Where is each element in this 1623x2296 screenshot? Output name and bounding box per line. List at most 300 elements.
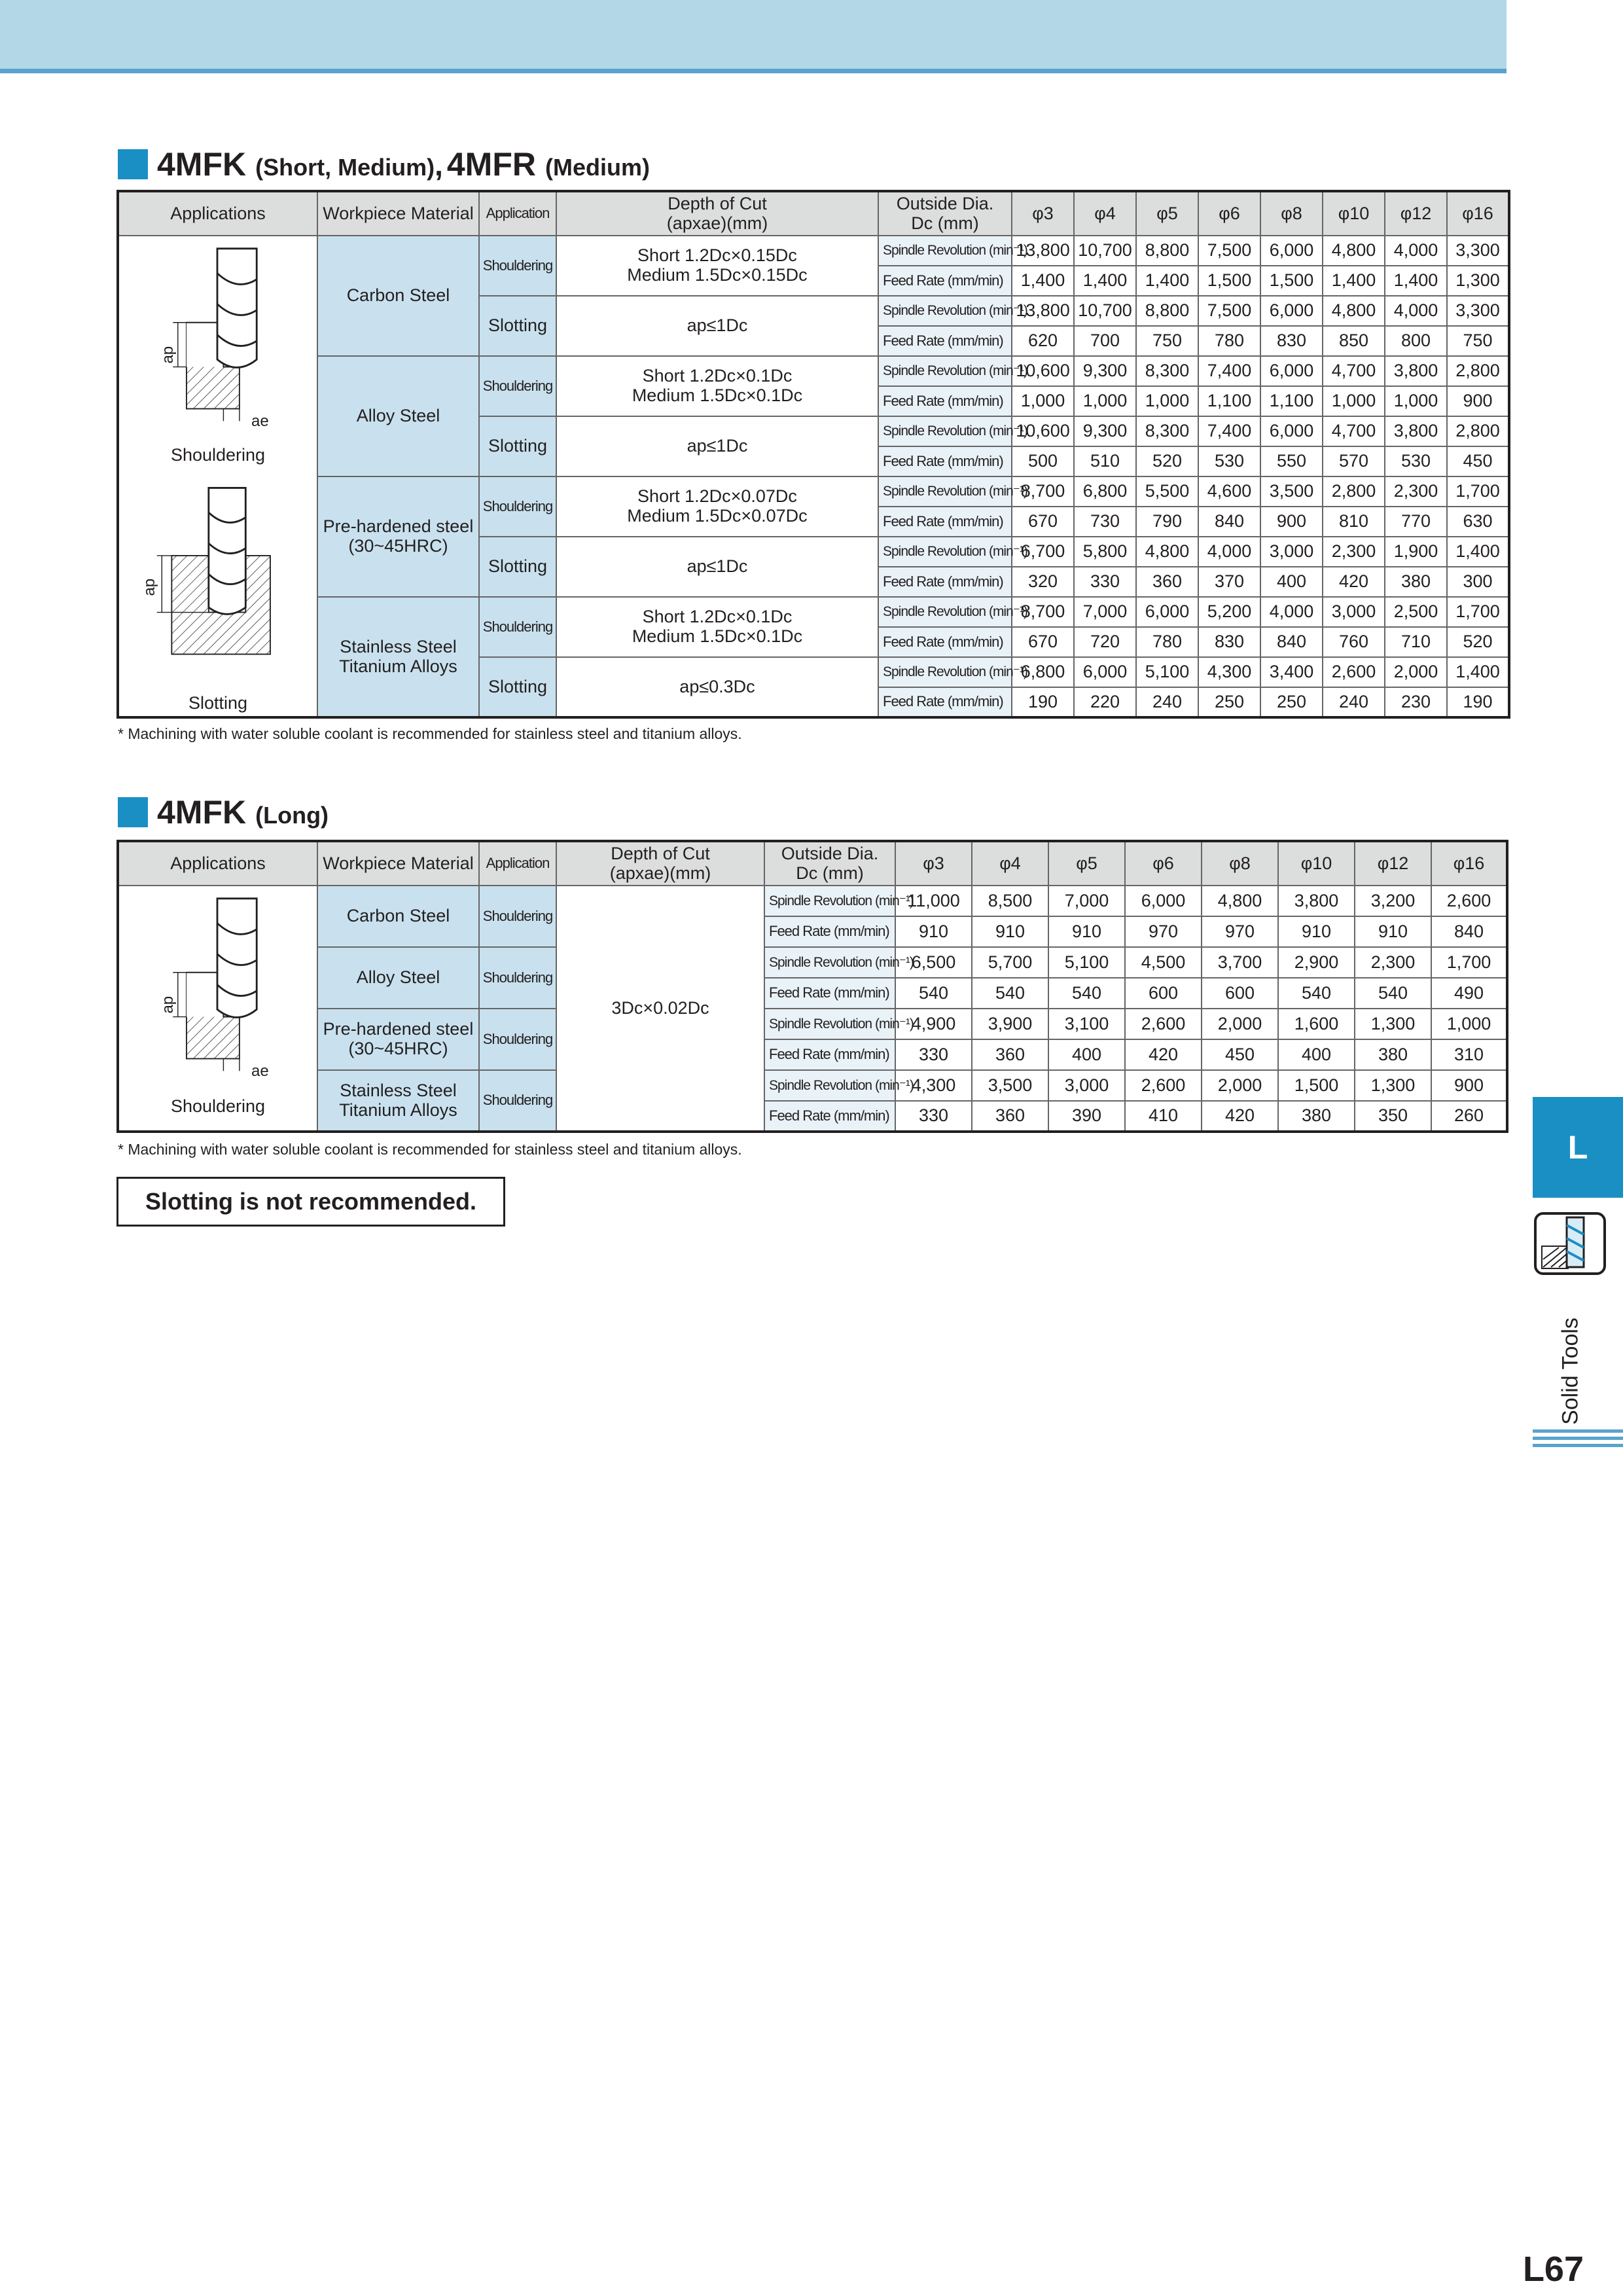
spindle-value-cell: 2,300	[1323, 537, 1385, 567]
spindle-value-cell: 4,000	[1385, 296, 1447, 326]
model-long-name: 4MFK	[157, 794, 247, 831]
header-workpiece: Workpiece Material	[317, 841, 479, 886]
spindle-value-cell: 2,500	[1385, 597, 1447, 627]
spindle-value-cell: 8,300	[1136, 356, 1198, 386]
feed-value-cell: 670	[1012, 507, 1074, 537]
spindle-value-cell: 4,000	[1385, 236, 1447, 266]
feed-value-cell: 670	[1012, 627, 1074, 657]
feed-value-cell: 540	[1355, 978, 1431, 1009]
spindle-value-cell: 5,200	[1198, 597, 1260, 627]
feed-value-cell: 1,400	[1012, 266, 1074, 296]
feed-value-cell: 330	[895, 1101, 972, 1132]
header-workpiece: Workpiece Material	[317, 191, 479, 236]
feed-value-cell: 500	[1012, 446, 1074, 476]
workpiece-material-cell	[317, 886, 479, 947]
fig-label-ap: ap	[159, 346, 177, 364]
spindle-revolution-label: Spindle Revolution (min⁻¹)	[878, 416, 1012, 446]
depth-of-cut-cell	[556, 597, 878, 657]
feed-value-cell: 400	[1278, 1039, 1355, 1070]
header-dia-line1: Outside Dia.	[781, 843, 879, 863]
depth-of-cut-cell	[556, 296, 878, 356]
feed-value-cell: 390	[1048, 1101, 1125, 1132]
feed-value-cell: 630	[1447, 507, 1509, 537]
feed-value-cell: 1,000	[1385, 386, 1447, 416]
side-section-label	[1525, 1306, 1616, 1437]
model2-desc: (Medium)	[544, 154, 650, 181]
spindle-value-cell: 4,500	[1125, 947, 1202, 978]
header-d5: φ10	[1278, 841, 1355, 886]
header-d0: φ3	[1012, 191, 1074, 236]
header-dia-line1: Outside Dia.	[896, 193, 994, 213]
feed-value-cell: 910	[972, 916, 1048, 947]
feed-rate-label: Feed Rate (mm/min)	[878, 567, 1012, 597]
feed-value-cell: 1,000	[1012, 386, 1074, 416]
spindle-revolution-label: Spindle Revolution (min⁻¹)	[764, 886, 895, 916]
feed-value-cell: 840	[1431, 916, 1507, 947]
section2-title	[118, 793, 329, 831]
feed-value-cell: 540	[972, 978, 1048, 1009]
feed-value-cell: 1,500	[1198, 266, 1260, 296]
spindle-revolution-label: Spindle Revolution (min⁻¹)	[878, 356, 1012, 386]
application-cell: Shouldering	[479, 597, 556, 657]
header-dia	[764, 841, 895, 886]
spindle-value-cell: 8,700	[1012, 597, 1074, 627]
feed-value-cell: 360	[1136, 567, 1198, 597]
feed-value-cell: 970	[1125, 916, 1202, 947]
workpiece-name-line1: Stainless Steel	[340, 1080, 457, 1100]
header-depth	[556, 191, 878, 236]
spindle-revolution-label: Spindle Revolution (min⁻¹)	[764, 947, 895, 978]
section1-title	[118, 145, 650, 183]
application-cell: Shouldering	[479, 476, 556, 537]
feed-value-cell: 810	[1323, 507, 1385, 537]
feed-rate-label: Feed Rate (mm/min)	[764, 1101, 895, 1132]
workpiece-material-cell	[317, 356, 479, 476]
header-application: Application	[479, 191, 556, 236]
feed-value-cell: 360	[972, 1039, 1048, 1070]
spindle-value-cell: 1,700	[1447, 476, 1509, 507]
spindle-value-cell: 3,900	[972, 1009, 1048, 1039]
feed-rate-label: Feed Rate (mm/min)	[878, 507, 1012, 537]
applications-figure-cell	[118, 236, 317, 717]
feed-rate-label: Feed Rate (mm/min)	[878, 266, 1012, 296]
table-row	[118, 476, 1509, 507]
header-d3: φ6	[1125, 841, 1202, 886]
spindle-value-cell: 4,800	[1202, 886, 1278, 916]
feed-value-cell: 1,400	[1385, 266, 1447, 296]
spindle-value-cell: 3,000	[1323, 597, 1385, 627]
spindle-value-cell: 3,300	[1447, 236, 1509, 266]
feed-value-cell: 450	[1202, 1039, 1278, 1070]
application-cell: Shouldering	[479, 1009, 556, 1070]
depth-line2: Medium 1.5Dc×0.1Dc	[632, 386, 803, 405]
workpiece-material-cell	[317, 476, 479, 597]
feed-value-cell: 310	[1431, 1039, 1507, 1070]
header-d7: φ16	[1431, 841, 1507, 886]
header-application: Application	[479, 841, 556, 886]
header-d2: φ5	[1136, 191, 1198, 236]
cutting-conditions-table-long	[116, 840, 1508, 1133]
depth-of-cut-cell	[556, 236, 878, 296]
spindle-revolution-label: Spindle Revolution (min⁻¹)	[878, 597, 1012, 627]
spindle-value-cell: 11,000	[895, 886, 972, 916]
fig-label-ae: ae	[251, 412, 269, 430]
spindle-value-cell: 6,000	[1074, 657, 1136, 687]
spindle-value-cell: 4,700	[1323, 356, 1385, 386]
header-depth-line1: Depth of Cut	[611, 843, 710, 863]
spindle-value-cell: 7,000	[1048, 886, 1125, 916]
fig-label-ae: ae	[251, 1062, 269, 1080]
fig-label-ap: ap	[159, 996, 177, 1014]
header-d6: φ12	[1385, 191, 1447, 236]
feed-value-cell: 250	[1198, 687, 1260, 717]
shouldering-figure	[119, 236, 317, 478]
header-depth-line2: (apxae)(mm)	[609, 863, 711, 883]
feed-value-cell: 710	[1385, 627, 1447, 657]
feed-value-cell: 600	[1125, 978, 1202, 1009]
header-d2: φ5	[1048, 841, 1125, 886]
feed-value-cell: 840	[1260, 627, 1323, 657]
spindle-value-cell: 6,000	[1260, 236, 1323, 266]
application-cell: Shouldering	[479, 356, 556, 416]
feed-value-cell: 1,300	[1447, 266, 1509, 296]
spindle-value-cell: 3,400	[1260, 657, 1323, 687]
feed-value-cell: 910	[1048, 916, 1125, 947]
feed-rate-label: Feed Rate (mm/min)	[878, 386, 1012, 416]
spindle-value-cell: 3,500	[972, 1070, 1048, 1101]
feed-value-cell: 550	[1260, 446, 1323, 476]
feed-value-cell: 450	[1447, 446, 1509, 476]
depth-line1: Short 1.2Dc×0.1Dc	[642, 366, 793, 386]
spindle-value-cell: 3,000	[1260, 537, 1323, 567]
workpiece-name-line1: Alloy Steel	[356, 967, 440, 988]
spindle-value-cell: 4,700	[1323, 416, 1385, 446]
depth-of-cut-cell	[556, 537, 878, 597]
side-label-text: Solid Tools	[1558, 1318, 1583, 1425]
feed-value-cell: 400	[1260, 567, 1323, 597]
header-d0: φ3	[895, 841, 972, 886]
feed-value-cell: 780	[1198, 326, 1260, 356]
feed-value-cell: 760	[1323, 627, 1385, 657]
feed-value-cell: 520	[1447, 627, 1509, 657]
feed-value-cell: 770	[1385, 507, 1447, 537]
spindle-value-cell: 2,800	[1447, 416, 1509, 446]
spindle-value-cell: 13,800	[1012, 236, 1074, 266]
spindle-value-cell: 4,800	[1323, 236, 1385, 266]
header-d5: φ10	[1323, 191, 1385, 236]
feed-value-cell: 510	[1074, 446, 1136, 476]
feed-value-cell: 700	[1074, 326, 1136, 356]
spindle-revolution-label: Spindle Revolution (min⁻¹)	[878, 657, 1012, 687]
spindle-value-cell: 7,400	[1198, 356, 1260, 386]
feed-value-cell: 1,100	[1260, 386, 1323, 416]
spindle-value-cell: 2,000	[1385, 657, 1447, 687]
spindle-value-cell: 6,500	[895, 947, 972, 978]
feed-value-cell: 380	[1355, 1039, 1431, 1070]
application-cell: Slotting	[479, 416, 556, 476]
feed-value-cell: 360	[972, 1101, 1048, 1132]
spindle-value-cell: 1,300	[1355, 1009, 1431, 1039]
workpiece-material-cell	[317, 597, 479, 717]
feed-value-cell: 750	[1447, 326, 1509, 356]
spindle-value-cell: 1,700	[1447, 597, 1509, 627]
depth-of-cut-cell	[556, 476, 878, 537]
feed-value-cell: 350	[1355, 1101, 1431, 1132]
spindle-value-cell: 4,900	[895, 1009, 972, 1039]
depth-of-cut-cell	[556, 657, 878, 717]
workpiece-name-line2: (30~45HRC)	[348, 536, 448, 556]
workpiece-material-cell	[317, 1070, 479, 1132]
feed-value-cell: 320	[1012, 567, 1074, 597]
feed-value-cell: 600	[1202, 978, 1278, 1009]
depth-line1: ap≤1Dc	[687, 436, 748, 456]
feed-value-cell: 230	[1385, 687, 1447, 717]
depth-of-cut-cell	[556, 356, 878, 416]
model2-name: 4MFR	[446, 146, 536, 183]
coolant-note-2: * Machining with water soluble coolant is recommended for stainless steel and titanium alloys.	[118, 1141, 742, 1158]
feed-value-cell: 420	[1323, 567, 1385, 597]
table-row	[118, 1070, 1507, 1101]
spindle-value-cell: 2,000	[1202, 1009, 1278, 1039]
feed-rate-label: Feed Rate (mm/min)	[878, 627, 1012, 657]
feed-value-cell: 790	[1136, 507, 1198, 537]
feed-value-cell: 830	[1198, 627, 1260, 657]
spindle-value-cell: 2,300	[1355, 947, 1431, 978]
feed-rate-label: Feed Rate (mm/min)	[764, 916, 895, 947]
table-row	[118, 886, 1507, 916]
header-depth	[556, 841, 764, 886]
spindle-value-cell: 2,600	[1125, 1009, 1202, 1039]
depth-of-cut-cell: 3Dc×0.02Dc	[556, 886, 764, 1132]
spindle-value-cell: 5,500	[1136, 476, 1198, 507]
feed-value-cell: 750	[1136, 326, 1198, 356]
feed-value-cell: 330	[1074, 567, 1136, 597]
spindle-value-cell: 3,500	[1260, 476, 1323, 507]
depth-line1: Short 1.2Dc×0.07Dc	[637, 486, 797, 507]
workpiece-name-line1: Carbon Steel	[346, 906, 450, 926]
header-applications: Applications	[118, 191, 317, 236]
spindle-value-cell: 7,500	[1198, 296, 1260, 326]
depth-of-cut-cell	[556, 416, 878, 476]
spindle-value-cell: 7,000	[1074, 597, 1136, 627]
spindle-value-cell: 5,800	[1074, 537, 1136, 567]
table-row	[118, 356, 1509, 386]
application-cell: Shouldering	[479, 886, 556, 947]
feed-value-cell: 240	[1136, 687, 1198, 717]
spindle-value-cell: 10,600	[1012, 356, 1074, 386]
feed-value-cell: 250	[1260, 687, 1323, 717]
header-d6: φ12	[1355, 841, 1431, 886]
table-row	[118, 947, 1507, 978]
feed-value-cell: 720	[1074, 627, 1136, 657]
spindle-value-cell: 4,600	[1198, 476, 1260, 507]
header-d4: φ8	[1202, 841, 1278, 886]
feed-value-cell: 520	[1136, 446, 1198, 476]
spindle-value-cell: 2,600	[1431, 886, 1507, 916]
figure-caption-slotting: Slotting	[188, 693, 248, 713]
feed-rate-label: Feed Rate (mm/min)	[878, 326, 1012, 356]
feed-value-cell: 1,000	[1323, 386, 1385, 416]
feed-value-cell: 410	[1125, 1101, 1202, 1132]
spindle-revolution-label: Spindle Revolution (min⁻¹)	[764, 1009, 895, 1039]
feed-value-cell: 910	[895, 916, 972, 947]
application-cell: Slotting	[479, 657, 556, 717]
feed-rate-label: Feed Rate (mm/min)	[764, 1039, 895, 1070]
spindle-value-cell: 5,100	[1136, 657, 1198, 687]
feed-value-cell: 1,000	[1074, 386, 1136, 416]
spindle-value-cell: 4,300	[895, 1070, 972, 1101]
spindle-revolution-label: Spindle Revolution (min⁻¹)	[878, 476, 1012, 507]
spindle-value-cell: 7,500	[1198, 236, 1260, 266]
spindle-value-cell: 10,700	[1074, 296, 1136, 326]
feed-value-cell: 260	[1431, 1101, 1507, 1132]
header-d4: φ8	[1260, 191, 1323, 236]
shouldering-diagram	[119, 236, 315, 446]
feed-value-cell: 620	[1012, 326, 1074, 356]
feed-value-cell: 730	[1074, 507, 1136, 537]
workpiece-name-line1: Stainless Steel	[340, 636, 457, 656]
feed-value-cell: 370	[1198, 567, 1260, 597]
model-long-desc: (Long)	[255, 802, 329, 829]
page-number: L67	[1522, 2250, 1584, 2289]
feed-value-cell: 1,500	[1260, 266, 1323, 296]
feed-value-cell: 300	[1447, 567, 1509, 597]
header-d7: φ16	[1447, 191, 1509, 236]
workpiece-name-line1: Pre-hardened steel	[323, 1019, 474, 1039]
spindle-value-cell: 3,800	[1385, 356, 1447, 386]
spindle-revolution-label: Spindle Revolution (min⁻¹)	[764, 1070, 895, 1101]
spindle-revolution-label: Spindle Revolution (min⁻¹)	[878, 537, 1012, 567]
depth-line2: Medium 1.5Dc×0.1Dc	[632, 626, 803, 646]
application-cell: Slotting	[479, 537, 556, 597]
spindle-value-cell: 9,300	[1074, 356, 1136, 386]
spindle-value-cell: 10,700	[1074, 236, 1136, 266]
application-cell: Shouldering	[479, 236, 556, 296]
spindle-value-cell: 8,500	[972, 886, 1048, 916]
spindle-value-cell: 1,600	[1278, 1009, 1355, 1039]
spindle-value-cell: 1,400	[1447, 657, 1509, 687]
feed-value-cell: 1,400	[1323, 266, 1385, 296]
spindle-value-cell: 2,000	[1202, 1070, 1278, 1101]
header-d1: φ4	[972, 841, 1048, 886]
application-cell: Shouldering	[479, 1070, 556, 1132]
workpiece-name-line1: Pre-hardened steel	[323, 516, 474, 537]
spindle-value-cell: 3,800	[1385, 416, 1447, 446]
header-dia-line2: Dc (mm)	[796, 863, 864, 883]
section-square-icon	[118, 797, 148, 827]
spindle-value-cell: 4,300	[1198, 657, 1260, 687]
spindle-value-cell: 13,800	[1012, 296, 1074, 326]
spindle-value-cell: 8,800	[1136, 296, 1198, 326]
spindle-revolution-label: Spindle Revolution (min⁻¹)	[878, 296, 1012, 326]
spindle-value-cell: 1,700	[1431, 947, 1507, 978]
spindle-value-cell: 6,000	[1260, 296, 1323, 326]
spindle-value-cell: 1,400	[1447, 537, 1509, 567]
table-row	[118, 236, 1509, 266]
depth-line1: ap≤1Dc	[687, 556, 748, 577]
feed-value-cell: 900	[1260, 507, 1323, 537]
spindle-value-cell: 6,700	[1012, 537, 1074, 567]
spindle-value-cell: 6,000	[1260, 356, 1323, 386]
header-d1: φ4	[1074, 191, 1136, 236]
feed-value-cell: 1,400	[1136, 266, 1198, 296]
feed-value-cell: 540	[1048, 978, 1125, 1009]
workpiece-name-line2: Titanium Alloys	[339, 656, 457, 676]
figure-caption-shouldering: Shouldering	[170, 1096, 266, 1116]
application-cell: Shouldering	[479, 947, 556, 1009]
spindle-value-cell: 5,100	[1048, 947, 1125, 978]
spindle-value-cell: 3,100	[1048, 1009, 1125, 1039]
slotting-figure	[119, 482, 317, 724]
header-d3: φ6	[1198, 191, 1260, 236]
model1-name: 4MFK	[157, 146, 247, 183]
feed-rate-label: Feed Rate (mm/min)	[764, 978, 895, 1009]
feed-value-cell: 1,400	[1074, 266, 1136, 296]
spindle-value-cell: 6,000	[1136, 597, 1198, 627]
feed-value-cell: 380	[1278, 1101, 1355, 1132]
workpiece-name-line1: Carbon Steel	[346, 285, 450, 306]
workpiece-name-line2: (30~45HRC)	[348, 1039, 448, 1058]
spindle-value-cell: 6,000	[1125, 886, 1202, 916]
spindle-value-cell: 2,800	[1447, 356, 1509, 386]
feed-value-cell: 540	[895, 978, 972, 1009]
table-row	[118, 1009, 1507, 1039]
feed-value-cell: 800	[1385, 326, 1447, 356]
spindle-value-cell: 3,700	[1202, 947, 1278, 978]
spindle-value-cell: 2,600	[1323, 657, 1385, 687]
feed-value-cell: 570	[1323, 446, 1385, 476]
feed-value-cell: 1,100	[1198, 386, 1260, 416]
feed-value-cell: 910	[1355, 916, 1431, 947]
spindle-value-cell: 3,200	[1355, 886, 1431, 916]
spindle-value-cell: 2,300	[1385, 476, 1447, 507]
spindle-value-cell: 4,800	[1136, 537, 1198, 567]
spindle-revolution-label: Spindle Revolution (min⁻¹)	[878, 236, 1012, 266]
workpiece-material-cell	[317, 236, 479, 356]
feed-value-cell: 190	[1447, 687, 1509, 717]
header-dia	[878, 191, 1012, 236]
spindle-value-cell: 3,300	[1447, 296, 1509, 326]
spindle-value-cell: 6,800	[1074, 476, 1136, 507]
spindle-value-cell: 5,700	[972, 947, 1048, 978]
side-decor-lines	[1533, 1429, 1623, 1451]
spindle-value-cell: 8,800	[1136, 236, 1198, 266]
depth-line1: Short 1.2Dc×0.15Dc	[637, 245, 797, 266]
shouldering-figure	[119, 886, 317, 1128]
spindle-value-cell: 6,800	[1012, 657, 1074, 687]
feed-value-cell: 490	[1431, 978, 1507, 1009]
feed-value-cell: 330	[895, 1039, 972, 1070]
feed-value-cell: 220	[1074, 687, 1136, 717]
feed-rate-label: Feed Rate (mm/min)	[878, 446, 1012, 476]
feed-value-cell: 1,000	[1136, 386, 1198, 416]
header-depth-line1: Depth of Cut	[668, 193, 767, 213]
chapter-tab-L[interactable]: L	[1533, 1097, 1623, 1198]
spindle-value-cell: 1,500	[1278, 1070, 1355, 1101]
feed-value-cell: 910	[1278, 916, 1355, 947]
depth-line2: Medium 1.5Dc×0.15Dc	[627, 265, 808, 285]
spindle-value-cell: 1,300	[1355, 1070, 1431, 1101]
workpiece-name-line1: Alloy Steel	[356, 406, 440, 426]
feed-value-cell: 400	[1048, 1039, 1125, 1070]
spindle-value-cell: 7,400	[1198, 416, 1260, 446]
spindle-value-cell: 3,800	[1278, 886, 1355, 916]
spindle-value-cell: 3,000	[1048, 1070, 1125, 1101]
spindle-value-cell: 1,000	[1431, 1009, 1507, 1039]
feed-value-cell: 530	[1385, 446, 1447, 476]
slotting-warning-box: Slotting is not recommended.	[116, 1177, 505, 1227]
fig-label-ap: ap	[141, 578, 159, 596]
